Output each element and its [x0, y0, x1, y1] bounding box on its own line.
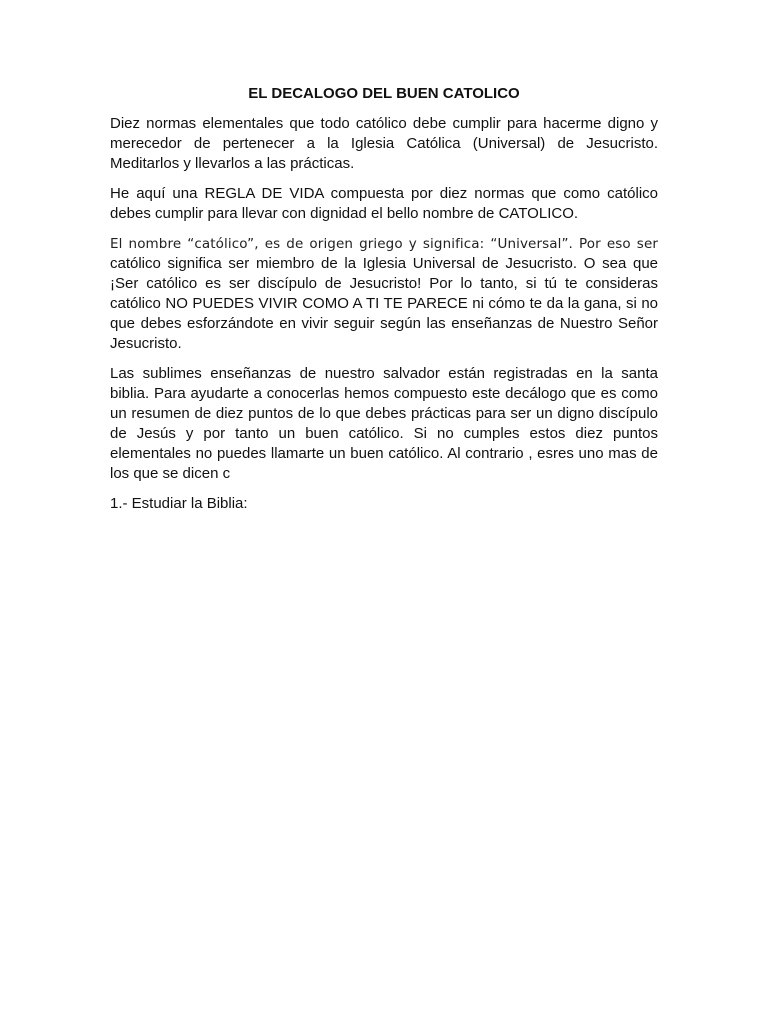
paragraph-meaning-catholic [110, 234, 658, 354]
paragraph-teachings: Las sublimes enseñanzas de nuestro salvador están registradas en la santa biblia. Para ayudarte a conocerlas hemos compuesto este decálogo que es como un resumen de diez puntos de lo que debes prácticas para ser un digno discípulo de Jesús y por tanto un buen católico. Si no cumples estos diez puntos elementales no puedes llamarte un buen católico. Al contrario , esres uno mas de los que se dicen c [110, 365, 658, 482]
paragraph-meaning-first-line: El nombre “católico”, es de origen griego y significa: “Universal”. Por eso ser [110, 236, 658, 252]
document-content [110, 84, 658, 514]
document-title: EL DECALOGO DEL BUEN CATOLICO [248, 85, 520, 102]
paragraph-meaning-body: católico significa ser miembro de la Iglesia Universal de Jesucristo. O sea que ¡Ser católico es ser discípulo de Jesucristo! Por lo tanto, si tú te consideras católico NO PUEDES VIVIR COMO A TI TE PARECE ni cómo te da la gana, si no que debes esforzándote en vivir seguir según las enseñanzas de Nuestro Señor Jesucristo. [110, 255, 658, 352]
paragraph-rule-of-life: He aquí una REGLA DE VIDA compuesta por diez normas que como católico debes cumplir para llevar con dignidad el bello nombre de CATOLICO. [110, 185, 658, 222]
list-item-study-bible: 1.- Estudiar la Biblia: [110, 495, 248, 512]
paragraph-intro: Diez normas elementales que todo católico debe cumplir para hacerme digno y merecedor de pertenecer a la Iglesia Católica (Universal) de Jesucristo. Meditarlos y llevarlos a las prácticas. [110, 115, 658, 172]
